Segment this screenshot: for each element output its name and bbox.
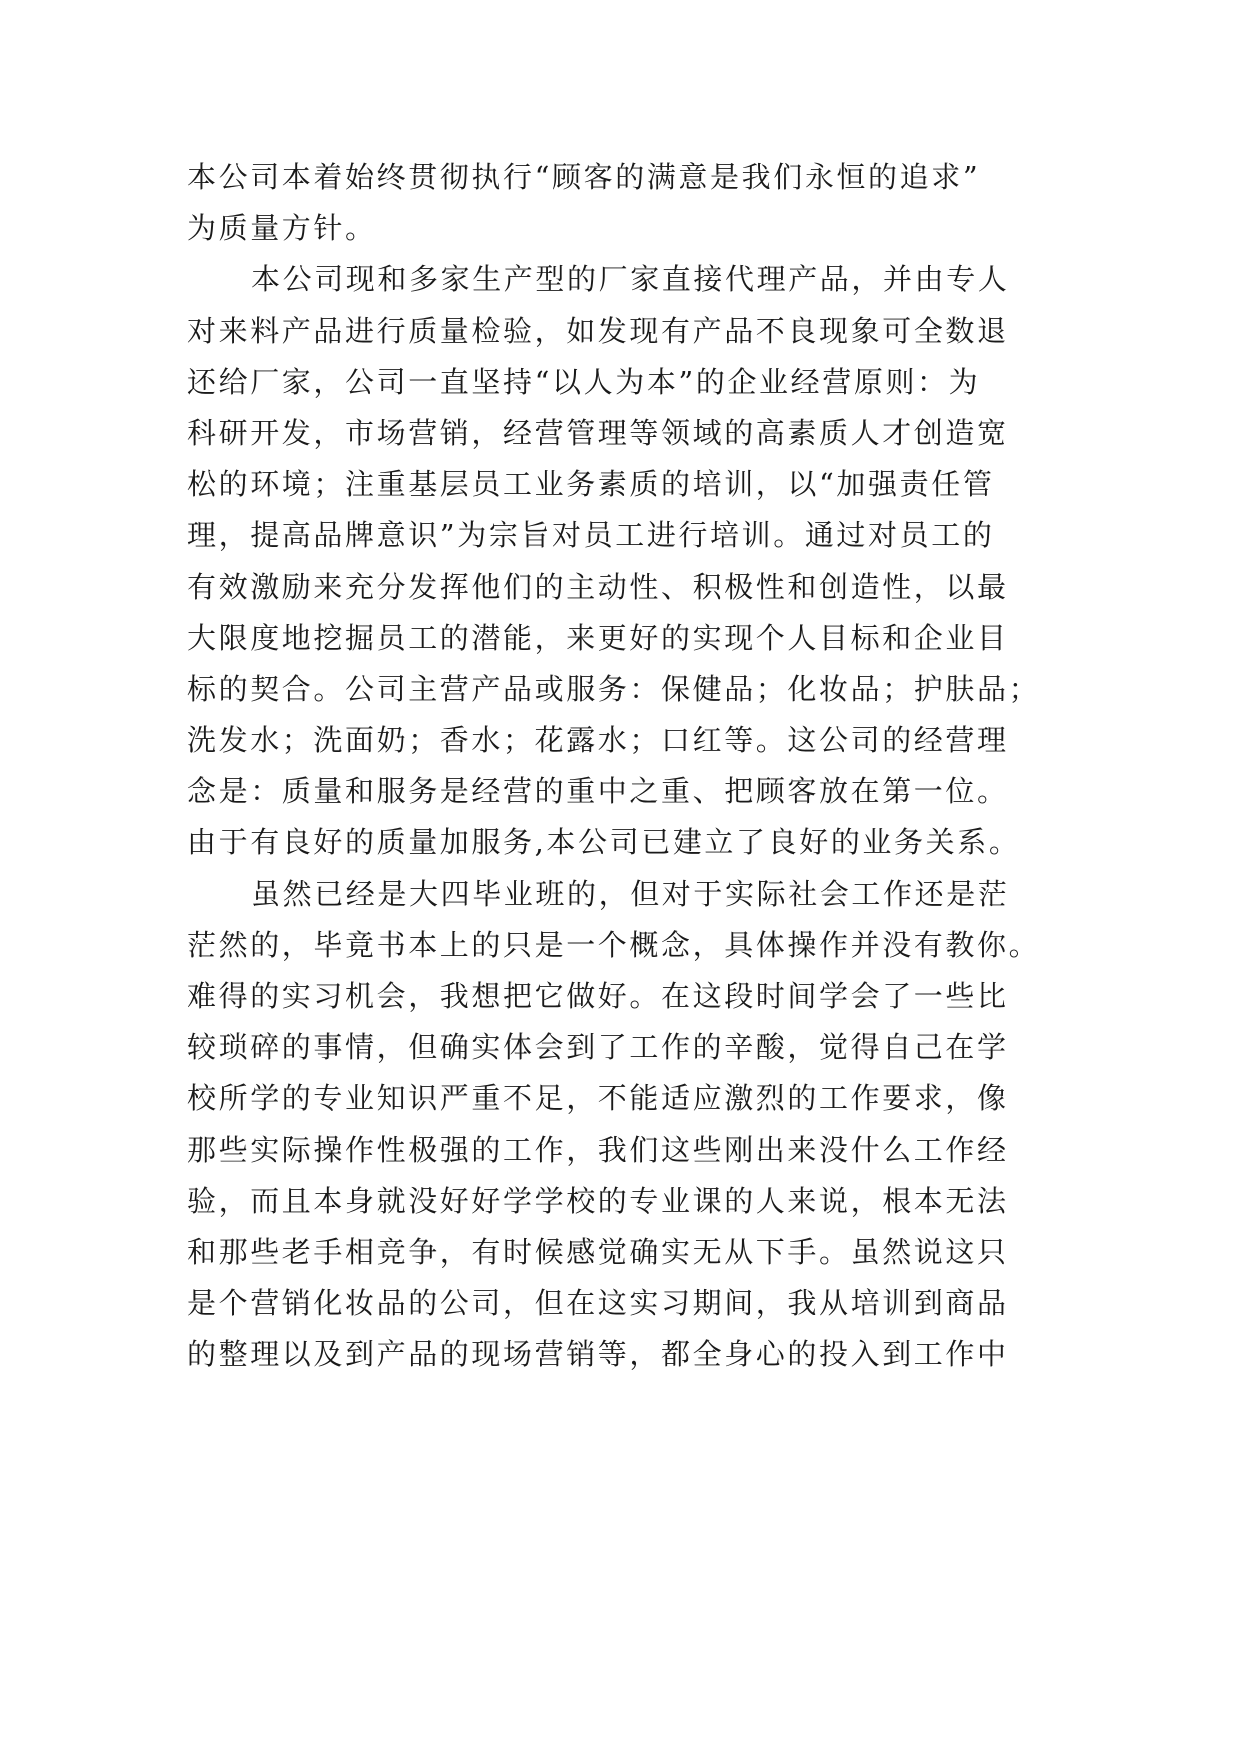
text-line: 洗发水；洗面奶；香水；花露水；口红等。这公司的经营理 [187,723,1009,758]
text-line: 标的契合。公司主营产品或服务：保健品；化妆品；护肤品； [187,671,1041,706]
text-line: 由于有良好的质量加服务,本公司已建立了良好的业务关系。 [187,825,1021,860]
text-line: 和那些老手相竞争，有时候感觉确实无从下手。虽然说这只 [187,1234,1009,1269]
text-line: 大限度地挖掘员工的潜能，来更好的实现个人目标和企业目 [187,620,1009,655]
text-line: 校所学的专业知识严重不足，不能适应激烈的工作要求，像 [187,1081,1009,1116]
text-line: 茫然的，毕竟书本上的只是一个概念，具体操作并没有教你。 [187,927,1041,962]
text-line: 有效激励来充分发挥他们的主动性、积极性和创造性，以最 [187,569,1009,604]
text-line: 的整理以及到产品的现场营销等，都全身心的投入到工作中 [187,1337,1009,1372]
paragraph-start-line: 虽然已经是大四毕业班的，但对于实际社会工作还是茫 [251,876,1010,911]
text-line: 松的环境；注重基层员工业务素质的培训，以“加强责任管 [187,467,995,502]
text-line: 对来料产品进行质量检验，如发现有产品不良现象可全数退 [187,313,1009,348]
text-line: 难得的实习机会，我想把它做好。在这段时间学会了一些比 [187,979,1009,1013]
text-line: 是个营销化妆品的公司，但在这实习期间，我从培训到商品 [187,1286,1009,1321]
text-line: 较琐碎的事情，但确实体会到了工作的辛酸，觉得自己在学 [187,1030,1009,1065]
paragraph-start-line: 本公司现和多家生产型的厂家直接代理产品，并由专人 [251,262,1010,297]
text-line: 为质量方针。 [187,211,377,246]
text-line: 念是：质量和服务是经营的重中之重、把顾客放在第一位。 [187,774,1009,809]
text-line: 那些实际操作性极强的工作，我们这些刚出来没什么工作经 [187,1132,1009,1167]
text-line: 还给厂家，公司一直坚持“以人为本”的企业经营原则：为 [187,364,981,399]
document-body [187,152,1067,1381]
text-line: 本公司本着始终贯彻执行“顾客的满意是我们永恒的追求” [187,160,981,194]
text-line: 理，提高品牌意识”为宗旨对员工进行培训。通过对员工的 [187,518,995,553]
text-line: 科研开发，市场营销，经营管理等领域的高素质人才创造宽 [187,415,1009,450]
text-line: 验，而且本身就没好好学学校的专业课的人来说，根本无法 [187,1183,1009,1218]
